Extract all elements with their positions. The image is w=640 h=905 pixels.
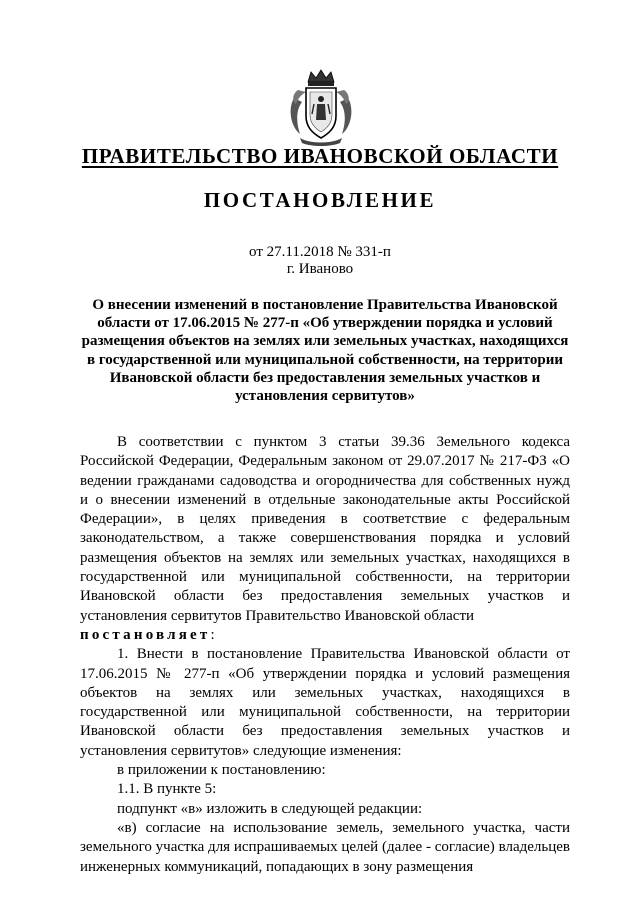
decree-word-text: постановляет (80, 626, 211, 643)
preamble-text: В соответствии с пунктом 3 статьи 39.36 Земельного кодекса Российской Федерации, Федеральным законом от 29.07.2017 № 217-ФЗ «О ведении гражданами садоводства и огородничества для собственных нужд и о внесении изменений в отдельные законодательные акты Российской Федерации», в целях приведения в соответствие с федеральным законодательством, а также совершенствования порядка и условий размещения объектов на землях или земельных участках, находящихся в государственной или муниципальной собственности, на территории Ивановской области без предоставления земельных участков и установления сервитутов Правительство Ивановской области (80, 434, 570, 624)
document-city: г. Иваново (286, 261, 354, 277)
preamble-paragraph (80, 433, 570, 626)
document-date-number: от 27.11.2018 № 331-п (249, 244, 391, 260)
document-body (80, 433, 570, 877)
decree-word: постановляет: (80, 626, 215, 643)
coat-of-arms-icon (286, 68, 356, 148)
government-title-text: ПРАВИТЕЛЬСТВО ИВАНОВСКОЙ ОБЛАСТИ (81, 144, 559, 168)
annex-line: в приложении к постановлению: (117, 762, 326, 779)
document-type: ПОСТАНОВЛЕНИЕ (203, 188, 437, 212)
government-title (0, 144, 640, 169)
subitem-line: подпункт «в» изложить в следующей редакции: (117, 800, 423, 817)
item-1-1-line: 1.1. В пункте 5: (117, 781, 217, 798)
document-subject: О внесении изменений в постановление Правительства Ивановской области от 17.06.2015 № 277-п «Об утверждении порядка и условий размещения объектов на землях или земельных участках, находящихся в государственной или муниципальной собственности, на территории Ивановской области без предоставления земельных участков и установления сервитутов» (81, 297, 569, 405)
quote-paragraph: «в) согласие на использование земель, земельного участка, части земельного участка для испрашиваемых целей (далее - согласие) владельцев инженерных коммуникаций, попадающих в зону размещения (80, 819, 570, 875)
item-1-paragraph: 1. Внести в постановление Правительства Ивановской области от 17.06.2015 № 277-п «Об утверждении порядка и условий размещения объектов на землях или земельных участках, находящихся в государственной или муниципальной собственности, на территории Ивановской области без предоставления земельных участков и установления сервитутов» следующие изменения: (80, 646, 570, 759)
